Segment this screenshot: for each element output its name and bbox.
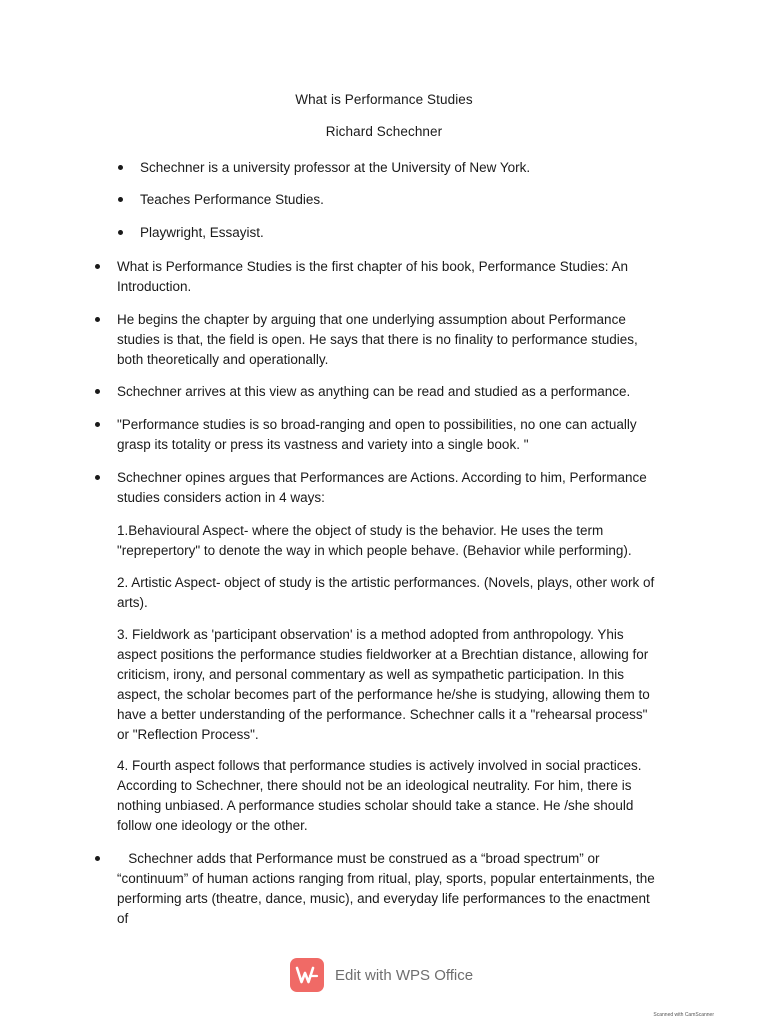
bullet-text: Schechner opines argues that Performances are Actions. According to him, Performance studies considers action in 4 ways: (117, 470, 647, 505)
bullet-icon (95, 856, 100, 861)
bullet-text: What is Performance Studies is the first chapter of his book, Performance Studies: An Introduction. (117, 259, 628, 294)
bullet-text: Playwright, Essayist. (140, 225, 264, 240)
aspect-paragraph-2: 2. Artistic Aspect- object of study is the artistic performances. (Novels, plays, other work of arts). (117, 575, 655, 610)
wps-label: Edit with WPS Office (335, 966, 474, 984)
bullet-text: Teaches Performance Studies. (140, 192, 324, 207)
bullet-text: "Performance studies is so broad-ranging and open to possibilities, no one can actually grasp its totality or press its vastness and variety into a single book. " (117, 417, 637, 452)
wps-logo-icon (290, 958, 324, 992)
intro-bullet (140, 158, 640, 178)
aspect-paragraph-4: 4. Fourth aspect follows that performance studies is actively involved in social practices. According to Schechner, there should not be an ideological neutrality. For him, there is nothing unbiased. A performance studies scholar should take a stance. He /she should follow one ideology or the other. (117, 758, 642, 833)
bullet-icon (118, 197, 123, 202)
aspect-paragraph-3: 3. Fieldwork as 'participant observation' is a method adopted from anthropology. Yhis aspect positions the performance studies fieldworker at a Brechtian distance, allowing for criticism, irony, and personal commentary as well as sympathetic participation. In this aspect, the scholar becomes part of the performance he/she is studying, allowing them to have a better understanding of the performance. Schechner calls it a "rehearsal process" or "Reflection Process". (117, 627, 650, 742)
bullet-icon (118, 165, 123, 170)
main-bullet (117, 468, 657, 508)
bullet-icon (95, 422, 100, 427)
main-bullet (117, 382, 657, 402)
bullet-text: Schechner is a university professor at the University of New York. (140, 160, 531, 175)
bullet-icon (118, 230, 123, 235)
aspect-paragraph-1: 1.Behavioural Aspect- where the object of study is the behavior. He uses the term "reprepertory" to denote the way in which people behave. (Behavior while performing). (117, 523, 632, 558)
bullet-icon (95, 389, 100, 394)
main-bullet (117, 415, 652, 455)
main-bullet (117, 849, 659, 926)
intro-bullet (140, 190, 640, 210)
scanner-watermark: Scanned with CamScanner (653, 1012, 714, 1018)
intro-bullet (140, 223, 640, 243)
bullet-text: He begins the chapter by arguing that one underlying assumption about Performance studies is that, the field is open. He says that there is no finality to performance studies, both theoretically and operationally. (117, 312, 638, 367)
main-bullet (117, 310, 657, 370)
document-author: Richard Schechner (325, 124, 443, 139)
bullet-icon (95, 317, 100, 322)
bullet-text: Schechner arrives at this view as anything can be read and studied as a performance. (117, 384, 631, 399)
edit-with-wps-button[interactable] (290, 958, 473, 992)
bullet-icon (95, 475, 100, 480)
document-title: What is Performance Studies (295, 92, 473, 107)
bullet-icon (95, 264, 100, 269)
bullet-text: Schechner adds that Performance must be construed as a “broad spectrum” or “continuum” of human actions ranging from ritual, play, sports, popular entertainments, the performing arts (theatre, dance, music), and everyday life performances to the enactment of (117, 851, 659, 926)
main-bullet (117, 257, 649, 297)
